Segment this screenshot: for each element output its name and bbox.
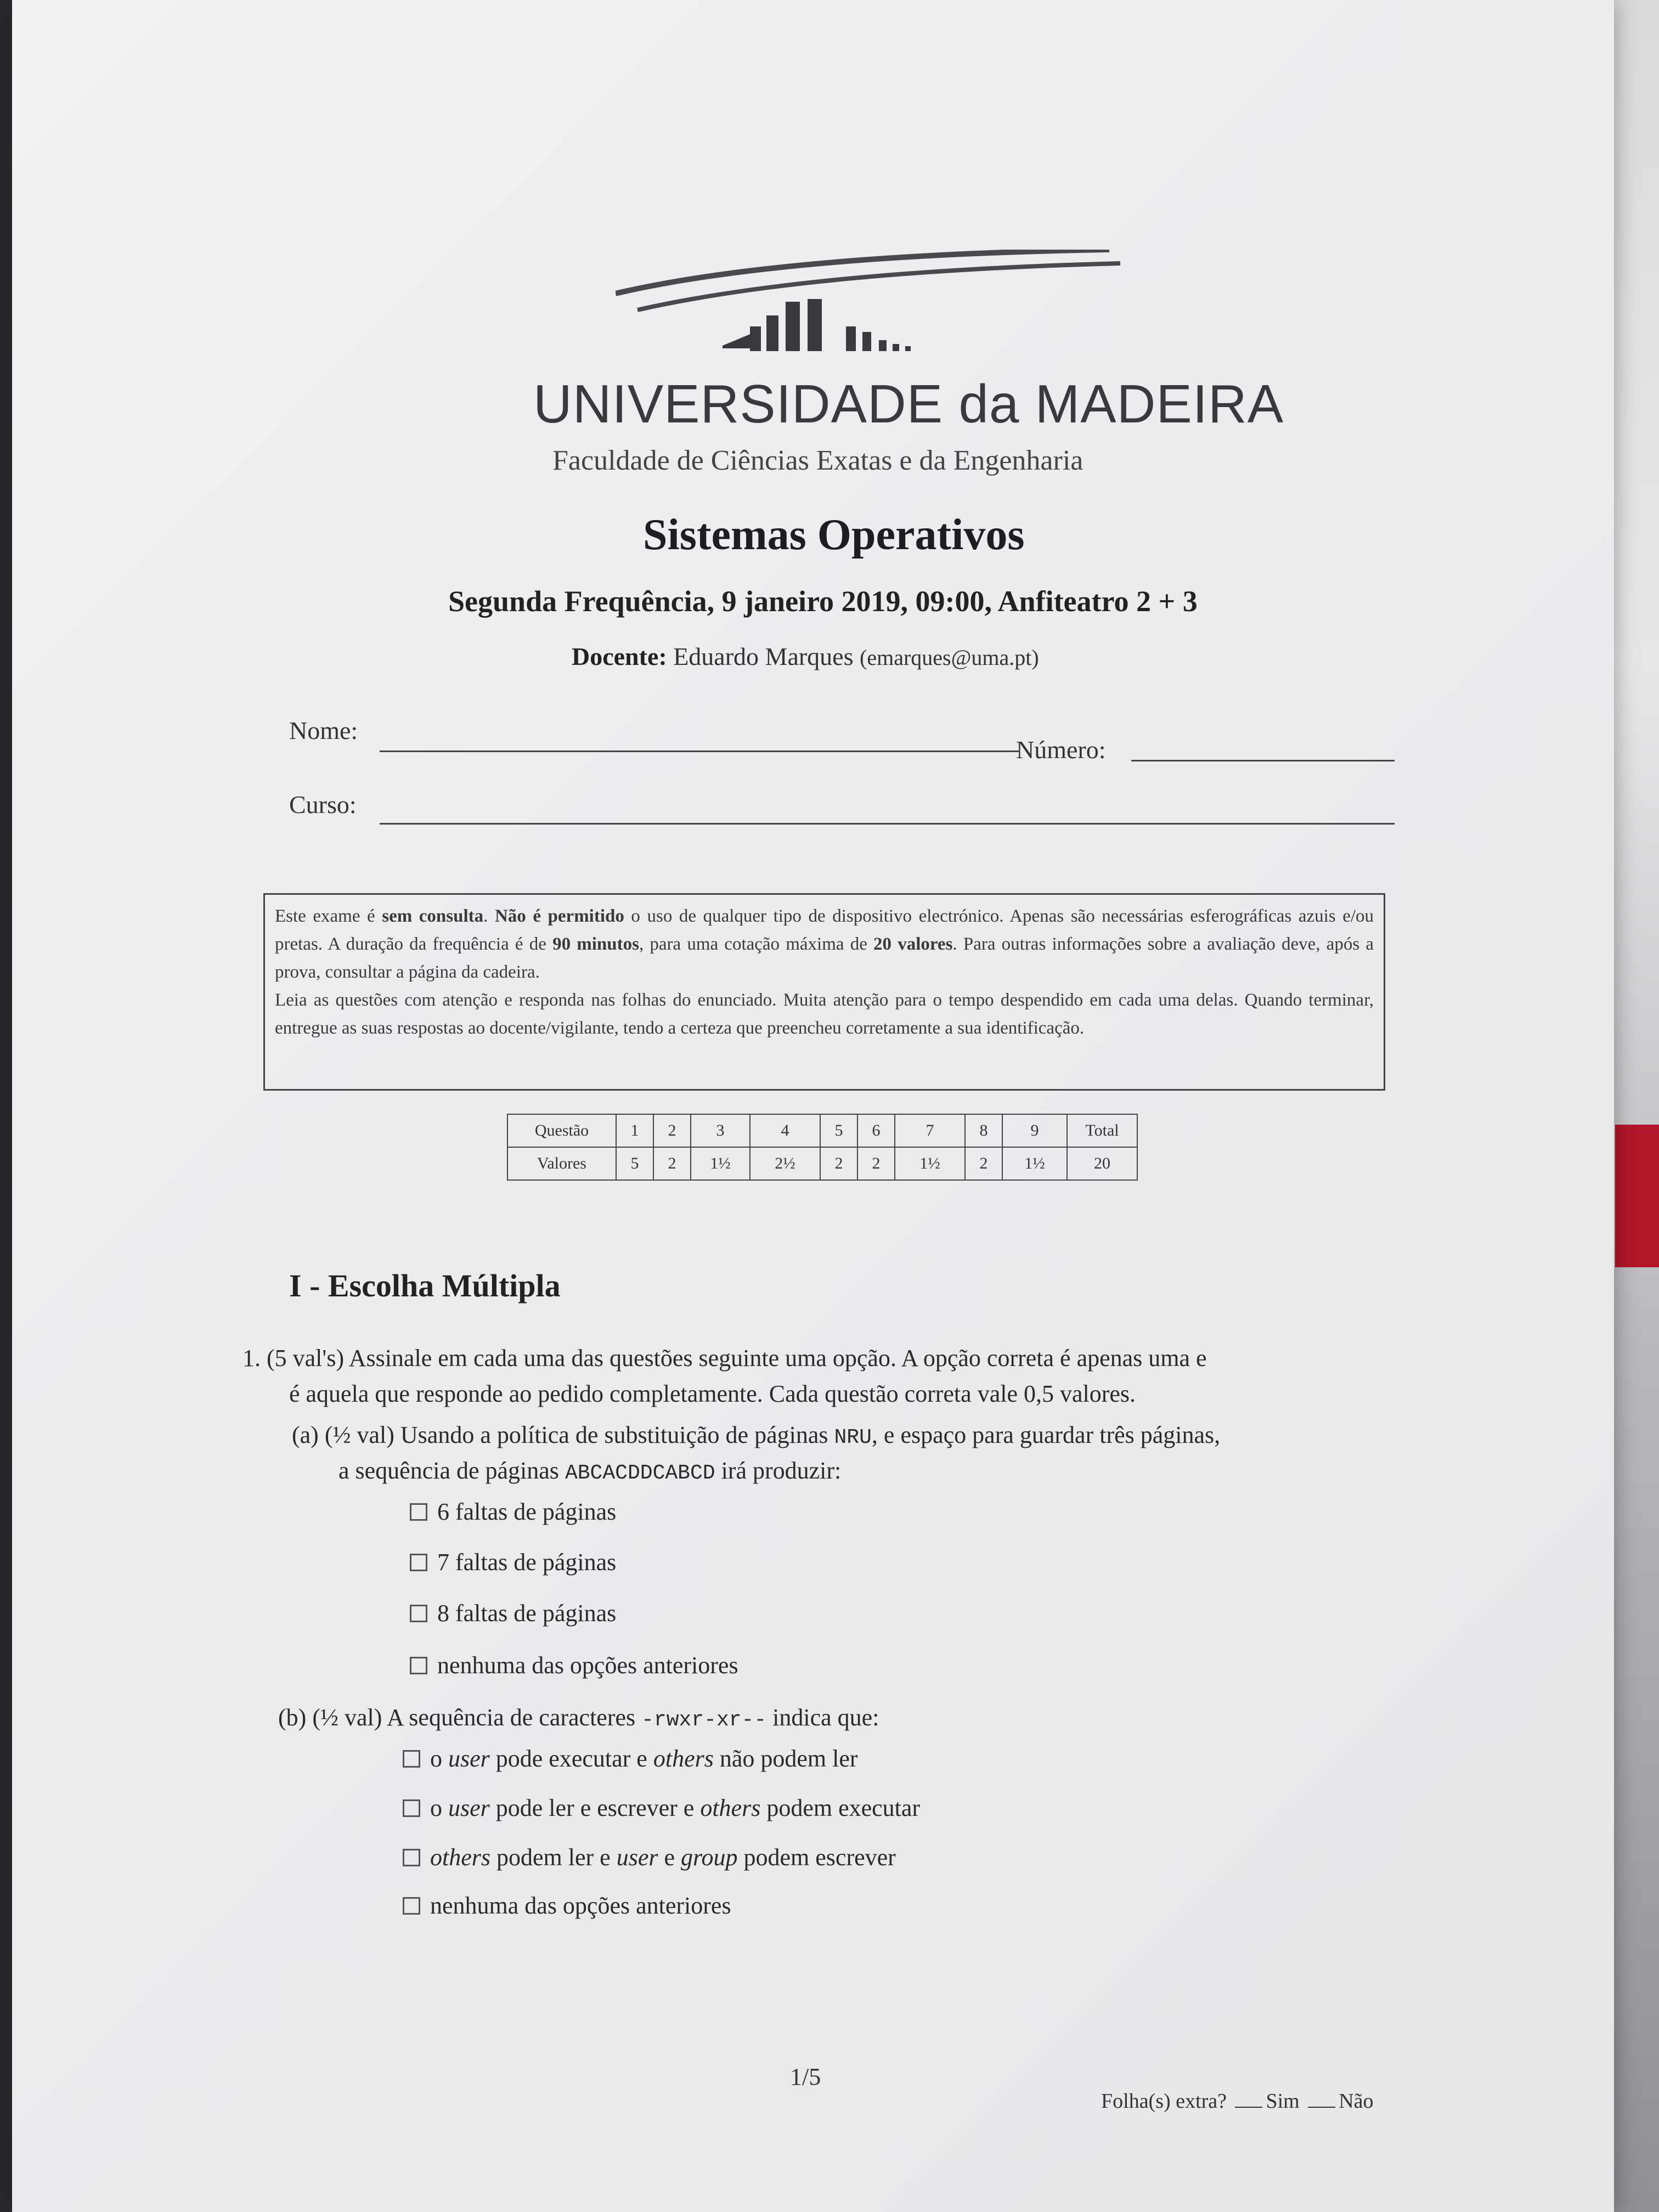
sub-question-label: (b) [278,1704,307,1731]
option-label: 7 faltas de páginas [437,1549,617,1576]
extra-sheets [1101,2089,1374,2113]
docente-line [572,642,1039,671]
question-number: 1. [242,1345,261,1372]
question-text: Assinale em cada uma das questões seguinte uma opção. A opção correta é apenas uma e [348,1345,1207,1372]
option-label [430,1745,858,1773]
option-label: 6 faltas de páginas [437,1498,617,1525]
curso-field[interactable] [380,823,1395,825]
option-text: podem ler e [490,1844,617,1871]
option-b-2[interactable] [403,1794,920,1822]
table-cell: 2 [653,1147,691,1180]
sub-question-points: (½ val) [312,1704,382,1731]
notice-bold-nao-permitido: Não é permitido [494,906,624,926]
notice-text: o uso de qualquer tipo de dispositivo electrónico. Apenas são necessárias esferográficas azuis e/ou pretas. A duração da frequência é de [275,906,1374,954]
sim-blank[interactable] [1235,2107,1262,2108]
table-cell: 2 [820,1147,857,1180]
exam-paper [12,0,1614,2212]
nome-label: Nome: [289,716,358,744]
option-a-1[interactable] [410,1498,616,1526]
grades-table [507,1114,1138,1181]
table-cell: 5 [616,1147,653,1180]
nao-label: Não [1339,2090,1374,2113]
docente-label: Docente: [572,642,667,670]
sub-question-label: (a) [292,1421,319,1448]
nome-field[interactable] [380,751,1019,752]
option-text: pode executar e [489,1745,653,1772]
option-italic: user [448,1745,490,1772]
checkbox-icon[interactable] [410,1657,427,1674]
question-1-line-2: é aquela que responde ao pedido completamente. Cada questão correta vale 0,5 valores. [289,1380,1136,1407]
table-cell: 6 [857,1114,895,1147]
checkbox-icon[interactable] [403,1849,420,1866]
sub-question-text: a sequência de páginas [338,1457,565,1484]
option-a-3[interactable] [410,1599,616,1627]
table-cell: 1½ [1002,1147,1067,1180]
option-b-3[interactable] [403,1843,896,1871]
docente-email: (emarques@uma.pt) [860,645,1039,670]
table-cell: 4 [750,1114,820,1147]
checkbox-icon[interactable] [410,1554,427,1571]
option-italic: others [430,1844,490,1871]
table-cell: 2 [965,1147,1002,1180]
notice-text: Este exame é [275,906,382,926]
notice-text: , para uma cotação máxima de [639,934,874,954]
table-cell: 1½ [895,1147,965,1180]
option-label [430,1794,920,1822]
notice-text: . Para outras informações sobre a avaliação deve, após a prova, consultar a página da cadeira. [275,934,1374,982]
notice-bold-sem-consulta: sem consulta [382,906,484,926]
option-label: nenhuma das opções anteriores [437,1652,738,1679]
option-italic: others [700,1795,761,1821]
code-permissions: -rwxr-xr-- [641,1708,767,1732]
numero-label: Número: [1016,736,1106,764]
checkbox-icon[interactable] [403,1897,420,1915]
instructions-paragraph-2: Leia as questões com atenção e responda nas folhas do enunciado. Muita atenção para o tempo despendido em cada uma delas. Quando terminar, entregue as suas respostas ao docente/vigilante, tendo a certeza que preencheu corretamente a sua identificação. [275,990,1374,1038]
checkbox-icon[interactable] [403,1750,420,1768]
curso-label: Curso: [289,791,357,819]
sub-question-text: A sequência de caracteres [386,1704,642,1731]
sub-question-text: Usando a política de substituição de páginas [400,1421,834,1448]
option-italic: user [448,1795,490,1821]
option-text: pode ler e escrever e [489,1795,701,1821]
grades-row-questions [507,1114,1137,1147]
table-cell: 2 [653,1114,691,1147]
sub-question-b-line [278,1703,879,1732]
option-text: podem executar [760,1795,921,1821]
table-cell: 2 [857,1147,895,1180]
university-name: UNIVERSIDADE da MADEIRA [533,374,1284,434]
option-a-4[interactable] [410,1651,738,1679]
sub-question-text: indica que: [766,1704,879,1731]
option-text: o [430,1745,448,1772]
option-italic: user [616,1844,658,1871]
table-cell: 1½ [691,1147,750,1180]
table-cell: 1 [616,1114,653,1147]
sub-question-a-line-2 [338,1457,841,1485]
numero-field[interactable] [1131,760,1395,761]
option-text: não podem ler [713,1745,858,1772]
notice-text: . [483,906,495,926]
sub-question-a-line-1 [292,1421,1220,1449]
notice-bold-duration: 90 minutos [552,934,639,954]
table-cell: 2½ [750,1147,820,1180]
question-points: (5 val's) [267,1345,345,1372]
sub-question-text: , e espaço para guardar três páginas, [871,1421,1221,1448]
table-cell: 3 [691,1114,750,1147]
exam-info: Segunda Frequência, 9 janeiro 2019, 09:00, Anfiteatro 2 + 3 [448,585,1198,618]
section-title: I - Escolha Múltipla [289,1268,561,1304]
option-text: e [658,1844,681,1871]
nao-blank[interactable] [1308,2107,1335,2108]
code-nru: NRU [834,1426,872,1449]
table-cell: 9 [1002,1114,1067,1147]
notice-bold-max-score: 20 valores [873,934,953,954]
option-italic: others [653,1745,714,1772]
table-cell: 7 [895,1114,965,1147]
university-logo-icon [616,250,1131,376]
checkbox-icon[interactable] [403,1799,420,1817]
checkbox-icon[interactable] [410,1503,427,1521]
sub-question-text: irá produzir: [715,1457,842,1484]
page-number: 1/5 [790,2063,821,2090]
sim-label: Sim [1266,2090,1300,2113]
grades-row-values [507,1147,1137,1180]
background-red-object [1615,1125,1659,1267]
option-label: 8 faltas de páginas [437,1600,617,1627]
option-text: podem escrever [737,1844,896,1871]
option-text: o [430,1795,448,1821]
course-title: Sistemas Operativos [643,511,1025,559]
table-header-total: Total [1067,1114,1137,1147]
exam-instructions-box [263,893,1385,1091]
docente-name: Eduardo Marques [673,642,854,670]
option-b-1[interactable] [403,1745,858,1773]
checkbox-icon[interactable] [410,1605,427,1622]
option-b-4[interactable] [403,1892,731,1920]
question-1-line-1 [242,1344,1207,1372]
table-header-valores: Valores [507,1147,616,1180]
code-page-sequence: ABCACDDCABCD [565,1462,715,1485]
table-cell-total: 20 [1067,1147,1137,1180]
faculty-name: Faculdade de Ciências Exatas e da Engenharia [552,445,1084,476]
table-header-questao: Questão [507,1114,616,1147]
table-cell: 8 [965,1114,1002,1147]
table-cell: 5 [820,1114,857,1147]
instructions-paragraph-1 [275,902,1374,986]
option-label: nenhuma das opções anteriores [430,1892,731,1919]
option-a-2[interactable] [410,1548,616,1576]
extra-sheets-label: Folha(s) extra? [1101,2090,1227,2113]
option-italic: group [681,1844,738,1871]
sub-question-points: (½ val) [324,1421,394,1448]
option-label [430,1843,896,1871]
